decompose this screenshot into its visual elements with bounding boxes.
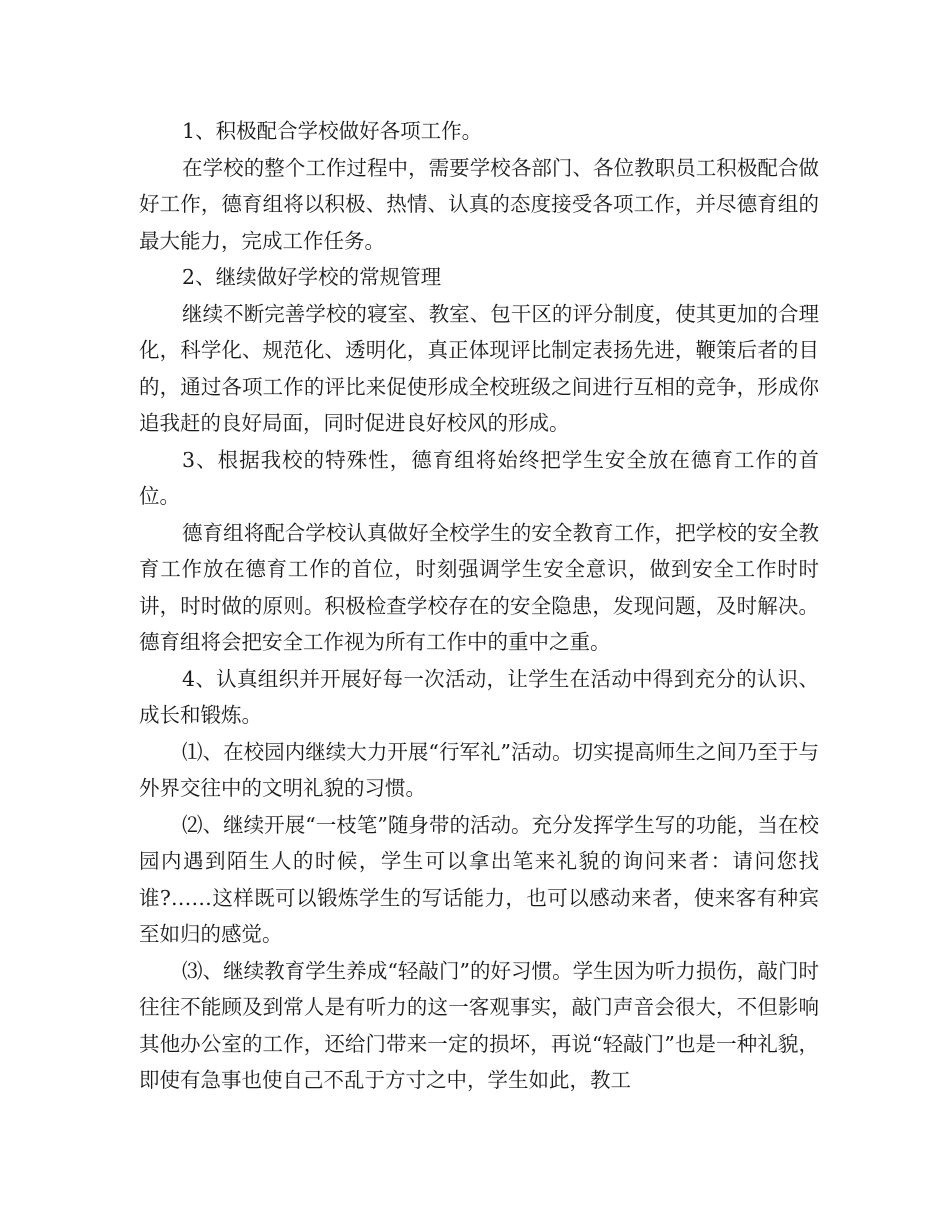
heading-item-2: 2、继续做好学校的常规管理: [182, 265, 442, 289]
sub-item-2: ⑵、继续开展“一枝笔”随身带的活动。充分发挥学生写的功能，当在校园内遇到陌生人的时候，学生可以拿出笔来礼貌的询问来者：请问您找谁?……这样既可以锻炼学生的写话能力，也可以感动来者，使来客有种宾至如归的感觉。: [139, 812, 819, 946]
sub-item-3: ⑶、继续教育学生养成“轻敲门”的好习惯。学生因为听力损伤，敲门时往往不能顾及到常人是有听力的这一客观事实，敲门声音会很大，不但影响其他办公室的工作，还给门带来一定的损坏，再说“轻敲门”也是一种礼貌，即使有急事也使自己不乱于方寸之中，学生如此，教工: [139, 958, 819, 1092]
heading-item-3: 3、根据我校的特殊性，德育组将始终把学生安全放在德育工作的首位。: [139, 447, 819, 508]
body-paragraph: 继续不断完善学校的寝室、教室、包干区的评分制度，使其更加的合理化，科学化、规范化、透明化，真正体现评比制定表扬先进，鞭策后者的目的，通过各项工作的评比来促使形成全校班级之间进行互相的竞争，形成你追我赶的良好局面，同时促进良好校风的形成。: [139, 301, 819, 435]
document-body: [139, 113, 819, 1099]
heading-item-4: 4、认真组织并开展好每一次活动，让学生在活动中得到充分的认识、成长和锻炼。: [139, 666, 819, 727]
heading-item-1: 1、积极配合学校做好各项工作。: [182, 119, 483, 143]
body-paragraph: 在学校的整个工作过程中，需要学校各部门、各位教职员工积极配合做好工作，德育组将以积极、热情、认真的态度接受各项工作，并尽德育组的最大能力，完成工作任务。: [139, 155, 819, 253]
body-paragraph: 德育组将配合学校认真做好全校学生的安全教育工作，把学校的安全教育工作放在德育工作的首位，时刻强调学生安全意识，做到安全工作时时讲，时时做的原则。积极检查学校存在的安全隐患，发现问题，及时解决。德育组将会把安全工作视为所有工作中的重中之重。: [139, 520, 819, 654]
sub-item-1: ⑴、在校园内继续大力开展“行军礼”活动。切实提高师生之间乃至于与外界交往中的文明礼貌的习惯。: [139, 739, 819, 800]
